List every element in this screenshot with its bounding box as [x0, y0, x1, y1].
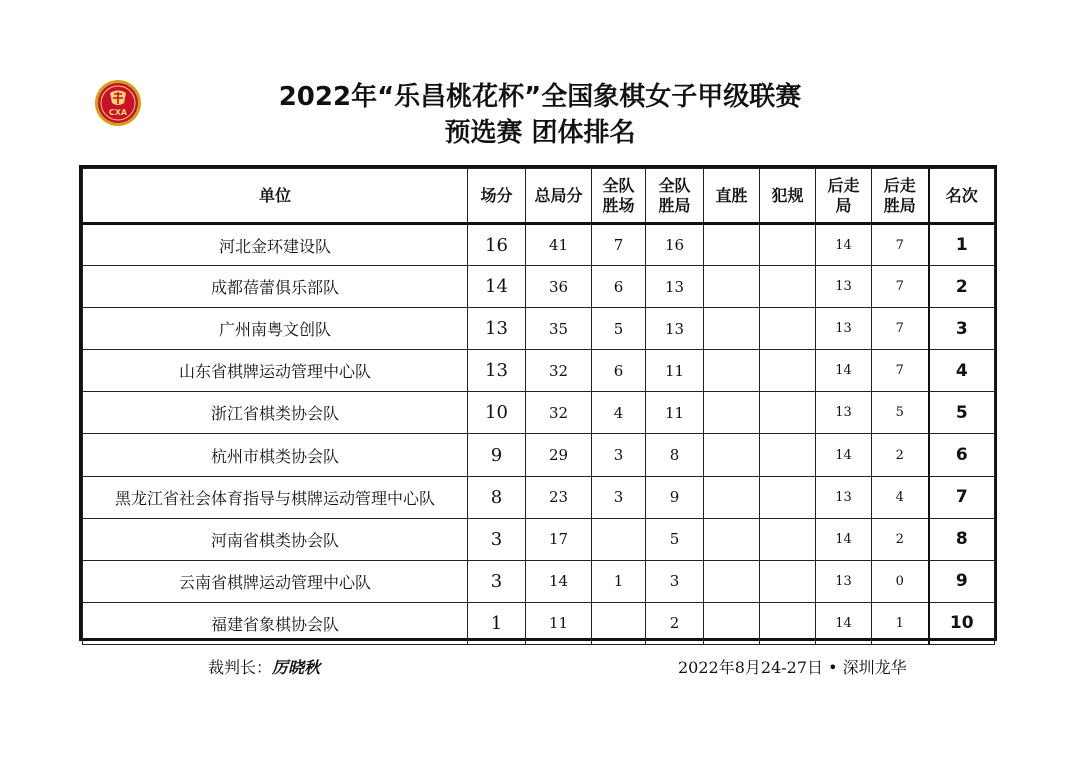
header-second-move-games — [816, 169, 872, 224]
date-location: 2022年8月24-27日 • 深圳龙华 — [678, 658, 907, 677]
cell-team-win-games: 13 — [646, 266, 704, 308]
cell-second-move-wins: 2 — [872, 434, 929, 476]
cell-fouls — [760, 560, 816, 602]
cell-second-move-games: 13 — [816, 560, 872, 602]
cell-total-game-points: 29 — [526, 434, 592, 476]
cell-team-win-games: 5 — [646, 518, 704, 560]
table-row — [83, 350, 995, 392]
table-row — [83, 434, 995, 476]
cell-total-game-points: 32 — [526, 350, 592, 392]
cell-total-game-points: 32 — [526, 392, 592, 434]
cell-rank: 5 — [929, 392, 995, 434]
cell-team-win-games: 11 — [646, 350, 704, 392]
cell-rank: 8 — [929, 518, 995, 560]
header-team-win-matches-line1: 全队 — [602, 175, 635, 195]
cell-unit: 杭州市棋类协会队 — [83, 434, 468, 476]
cell-match-points: 8 — [468, 476, 526, 518]
cell-direct-win — [704, 434, 760, 476]
cell-unit: 云南省棋牌运动管理中心队 — [83, 560, 468, 602]
cell-rank: 9 — [929, 560, 995, 602]
cell-second-move-games: 13 — [816, 392, 872, 434]
header-second-move-wins — [872, 169, 929, 224]
cell-team-win-matches: 1 — [592, 560, 646, 602]
cell-match-points: 14 — [468, 266, 526, 308]
cell-second-move-wins: 7 — [872, 224, 929, 266]
cell-second-move-games: 14 — [816, 350, 872, 392]
referee-line — [208, 655, 320, 678]
cell-team-win-games: 3 — [646, 560, 704, 602]
cell-total-game-points: 23 — [526, 476, 592, 518]
cell-total-game-points: 41 — [526, 224, 592, 266]
cell-rank: 1 — [929, 224, 995, 266]
table-row — [83, 308, 995, 350]
page-subtitle: 预选赛 团体排名 — [444, 118, 636, 148]
cell-total-game-points: 35 — [526, 308, 592, 350]
cell-team-win-games: 2 — [646, 602, 704, 644]
table-row — [83, 602, 995, 644]
cell-second-move-games: 13 — [816, 476, 872, 518]
cell-total-game-points: 17 — [526, 518, 592, 560]
header-team-win-matches — [592, 169, 646, 224]
cell-direct-win — [704, 308, 760, 350]
cell-team-win-matches: 7 — [592, 224, 646, 266]
cell-total-game-points: 36 — [526, 266, 592, 308]
header-unit: 单位 — [83, 169, 468, 224]
cell-fouls — [760, 224, 816, 266]
cell-direct-win — [704, 518, 760, 560]
header-match-points: 场分 — [468, 169, 526, 224]
cell-second-move-wins: 0 — [872, 560, 929, 602]
cell-unit: 成都蓓蕾俱乐部队 — [83, 266, 468, 308]
cell-total-game-points: 14 — [526, 560, 592, 602]
table-row — [83, 224, 995, 266]
header-second-move-games-line1: 后走 — [827, 175, 860, 195]
cell-fouls — [760, 308, 816, 350]
cell-unit: 福建省象棋协会队 — [83, 602, 468, 644]
cell-team-win-matches: 3 — [592, 476, 646, 518]
cell-second-move-wins: 2 — [872, 518, 929, 560]
cell-second-move-games: 14 — [816, 518, 872, 560]
cell-direct-win — [704, 350, 760, 392]
cell-fouls — [760, 350, 816, 392]
header-second-move-wins-line2: 胜局 — [883, 195, 916, 215]
cell-unit: 黑龙江省社会体育指导与棋牌运动管理中心队 — [83, 476, 468, 518]
cell-team-win-matches — [592, 602, 646, 644]
cxa-emblem-icon — [94, 79, 142, 127]
cell-second-move-games: 14 — [816, 224, 872, 266]
cell-fouls — [760, 392, 816, 434]
cell-direct-win — [704, 560, 760, 602]
cell-rank: 7 — [929, 476, 995, 518]
cell-second-move-wins: 7 — [872, 308, 929, 350]
header-rank: 名次 — [929, 169, 995, 224]
cell-second-move-wins: 7 — [872, 266, 929, 308]
cell-unit: 浙江省棋类协会队 — [83, 392, 468, 434]
cell-match-points: 3 — [468, 518, 526, 560]
cell-match-points: 10 — [468, 392, 526, 434]
header-second-move-wins-line1: 后走 — [883, 175, 916, 195]
cell-direct-win — [704, 266, 760, 308]
cell-direct-win — [704, 224, 760, 266]
cell-unit: 河北金环建设队 — [83, 224, 468, 266]
cell-unit: 广州南粤文创队 — [83, 308, 468, 350]
cell-match-points: 16 — [468, 224, 526, 266]
cell-second-move-games: 14 — [816, 602, 872, 644]
cell-team-win-matches: 4 — [592, 392, 646, 434]
cell-fouls — [760, 518, 816, 560]
cell-second-move-wins: 4 — [872, 476, 929, 518]
logo-text: CXA — [108, 108, 128, 117]
header-fouls: 犯规 — [760, 169, 816, 224]
cell-direct-win — [704, 602, 760, 644]
header-second-move-games-line2: 局 — [835, 195, 852, 215]
cell-team-win-games: 11 — [646, 392, 704, 434]
cell-match-points: 1 — [468, 602, 526, 644]
cell-team-win-games: 13 — [646, 308, 704, 350]
header-total-game-points: 总局分 — [526, 169, 592, 224]
referee-label: 裁判长： — [208, 658, 273, 677]
cell-unit: 河南省棋类协会队 — [83, 518, 468, 560]
cell-second-move-wins: 5 — [872, 392, 929, 434]
cell-match-points: 13 — [468, 308, 526, 350]
cell-match-points: 9 — [468, 434, 526, 476]
cell-team-win-matches: 6 — [592, 266, 646, 308]
cell-team-win-matches — [592, 518, 646, 560]
referee-name: 厉晓秋 — [272, 658, 321, 677]
cell-team-win-matches: 5 — [592, 308, 646, 350]
cell-team-win-matches: 6 — [592, 350, 646, 392]
header-team-win-games-line1: 全队 — [658, 175, 691, 195]
team-ranking-table — [79, 165, 997, 641]
cell-second-move-games: 13 — [816, 308, 872, 350]
table-row — [83, 266, 995, 308]
cell-fouls — [760, 434, 816, 476]
cell-rank: 10 — [929, 602, 995, 644]
table-header-row — [83, 169, 995, 224]
table-row — [83, 392, 995, 434]
table-row — [83, 476, 995, 518]
header-team-win-matches-line2: 胜场 — [602, 195, 635, 215]
cell-fouls — [760, 266, 816, 308]
cell-match-points: 3 — [468, 560, 526, 602]
cell-team-win-games: 9 — [646, 476, 704, 518]
header-direct-win: 直胜 — [704, 169, 760, 224]
cell-total-game-points: 11 — [526, 602, 592, 644]
cell-second-move-wins: 1 — [872, 602, 929, 644]
cell-team-win-games: 8 — [646, 434, 704, 476]
table-row — [83, 518, 995, 560]
cell-second-move-games: 13 — [816, 266, 872, 308]
cell-rank: 3 — [929, 308, 995, 350]
cell-fouls — [760, 602, 816, 644]
header-team-win-games — [646, 169, 704, 224]
cell-direct-win — [704, 476, 760, 518]
cell-team-win-games: 16 — [646, 224, 704, 266]
cell-team-win-matches: 3 — [592, 434, 646, 476]
cell-fouls — [760, 476, 816, 518]
cell-rank: 6 — [929, 434, 995, 476]
cell-rank: 4 — [929, 350, 995, 392]
cell-second-move-wins: 7 — [872, 350, 929, 392]
cell-unit: 山东省棋牌运动管理中心队 — [83, 350, 468, 392]
page-title: 2022年“乐昌桃花杯”全国象棋女子甲级联赛 — [278, 82, 802, 112]
header-team-win-games-line2: 胜局 — [658, 195, 691, 215]
table-row — [83, 560, 995, 602]
cxa-logo — [94, 79, 142, 127]
cell-direct-win — [704, 392, 760, 434]
cell-rank: 2 — [929, 266, 995, 308]
cell-match-points: 13 — [468, 350, 526, 392]
cell-second-move-games: 14 — [816, 434, 872, 476]
